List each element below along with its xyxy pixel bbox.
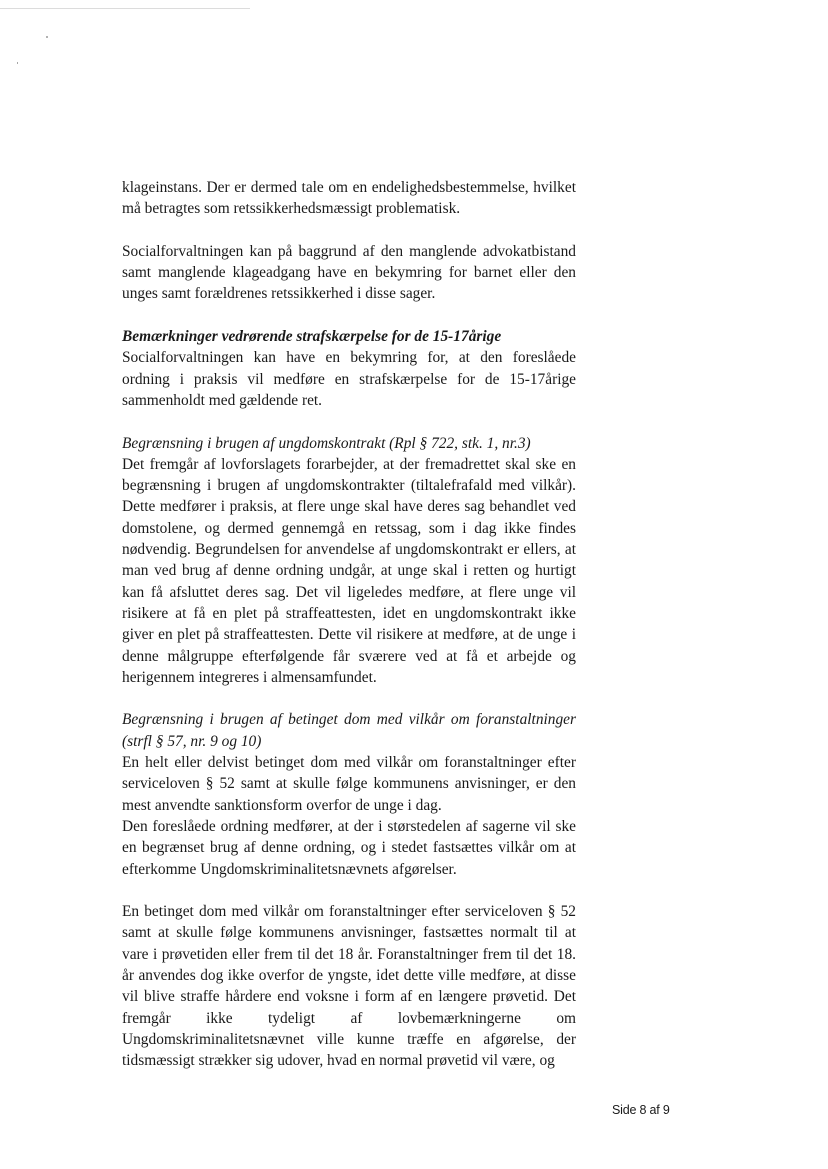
subsection-heading-betinget-dom: Begrænsning i brugen af betinget dom med vilkår om foranstaltninger (strfl § 57, nr. 9 og 10) [122, 711, 576, 750]
paragraph-foreslaaede-ordning: Den foreslåede ordning medfører, at der i størstedelen af sagerne vil ske en begrænset brug af denne ordning, og i stedet fastsættes vilkår om at efterkomme Ungdomskriminalitetsnævnets afgørelser. [122, 817, 576, 878]
paragraph-strafskaerpelse: Socialforvaltningen kan have en bekymring for, at den foreslåede ordning i praksis vil medføre en strafskærpelse for de 15-17årige sammenholdt med gældende ret. [122, 349, 576, 409]
paragraph-proevetid: En betinget dom med vilkår om foranstaltninger efter serviceloven § 52 samt at skulle følge kommunens anvisninger, fastsættes normalt til at vare i prøvetiden eller frem til det 18 år. Foranstaltninger frem til det 18. år anvendes dog ikke overfor de yngste, idet dette ville medføre, at disse vil blive straffe hårdere end voksne i form af en længere prøvetid. Det fremgår ikke tydeligt af lovbemærkningerne om Ungdomskriminalitetsnævnet ville kunne træffe en afgørelse, der tidsmæssigt strækker sig udover, hvad en normal prøvetid vil være, og [122, 903, 576, 1070]
subsection-heading-ungdomskontrakt: Begrænsning i brugen af ungdomskontrakt (Rpl § 722, stk. 1, nr.3) [122, 434, 531, 452]
document-body [122, 177, 576, 1071]
paragraph-betinget-dom: En helt eller delvist betinget dom med vilkår om foranstaltninger efter serviceloven § 52 samt at skulle følge kommunens anvisninger, er den mest anvendte sanktionsform overfor de unge i dag. [122, 754, 576, 814]
scan-speck [46, 36, 48, 38]
paragraph-ungdomskontrakt: Det fremgår af lovforslagets forarbejder, at der fremadrettet skal ske en begrænsning i brugen af ungdomskontrakter (tiltalefrafald med vilkår). Dette medfører i praksis, at flere unge skal have deres sag behandlet ved domstolene, og dermed gennemgå en retssag, som i dag ikke findes nødvendig. Begrundelsen for anvendelse af ungdomskontrakt er ellers, at man ved brug af denne ordning undgår, at unge skal i retten og hurtigt kan få afsluttet deres sag. Det vil ligeledes medføre, at flere unge vil risikere at få en plet på straffeattesten, idet en ungdomskontrakt ikke giver en plet på straffeattesten. Dette vil risikere at medføre, at de unge i denne målgruppe efterfølgende får sværere ved at få et arbejde og herigennem integreres i almensamfundet. [122, 455, 576, 686]
paragraph-klageinstans: klageinstans. Der er dermed tale om en endelighedsbestemmelse, hvilket må betragtes som retssikkerhedsmæssigt problematisk. [122, 179, 576, 218]
scan-speck [17, 62, 18, 64]
page-number: Side 8 af 9 [612, 1103, 670, 1117]
paragraph-socialforvaltningen-bekymring: Socialforvaltningen kan på baggrund af den manglende advokatbistand samt manglende klageadgang have en bekymring for barnet eller den unges samt forældrenes retssikkerhed i disse sager. [122, 242, 576, 303]
section-heading-strafskaerpelse: Bemærkninger vedrørende strafskærpelse for de 15-17årige [122, 328, 502, 346]
scan-artifact-line [0, 8, 250, 9]
